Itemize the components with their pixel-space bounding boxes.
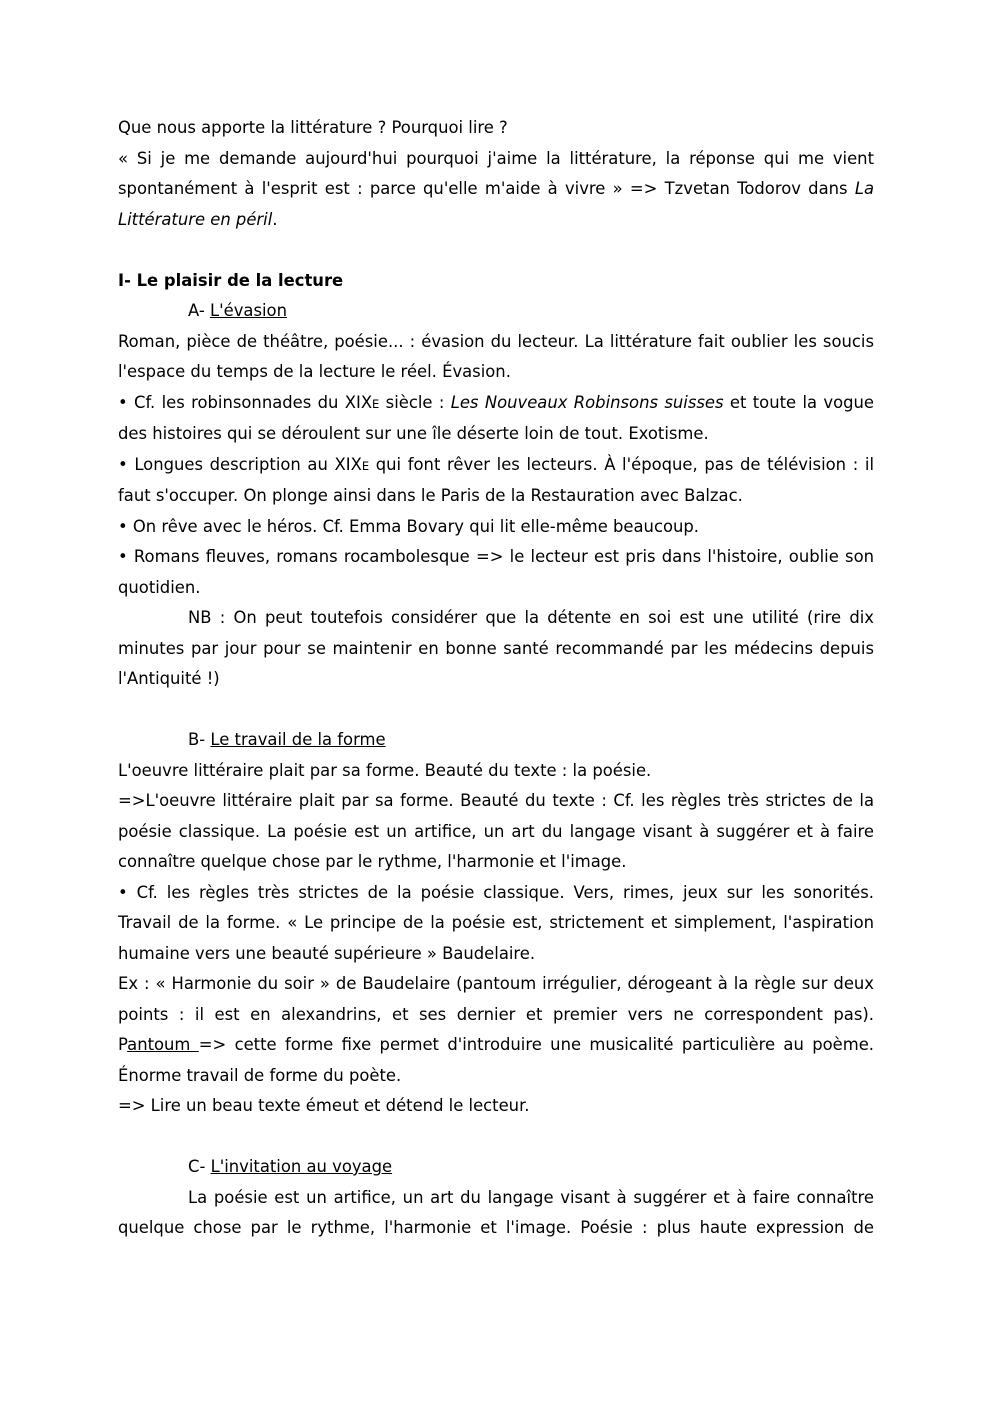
bullet-descriptions-start: • Longues description au XIX [118, 454, 362, 474]
pantoum-rest: => cette forme fixe permet d'introduire une musicalité particulière au poème. Énorme travail de forme du poète. [118, 1035, 874, 1085]
subsection-a-paragraph: Roman, pièce de théâtre, poésie... : évasion du lecteur. La littérature fait oublier les soucis l'espace du temps de la lecture le réel. Évasion. [118, 331, 874, 381]
bullet-descriptions-end: qui font rêver les lecteurs. À l'époque, pas de télévision : il faut s'occuper. On plonge ainsi dans le Paris de la Restauration avec Balzac. [118, 454, 875, 505]
subsection-b-paragraph-1: L'oeuvre littéraire plait par sa forme. Beauté du texte : la poésie. [118, 760, 652, 780]
bullet-robinsonnades-start: • Cf. les robinsonnades du XIX [118, 392, 373, 412]
spacer [118, 695, 874, 726]
bullet-robinsonnades-mid: siècle : [379, 392, 451, 412]
nb-note: NB : On peut toutefois considérer que la détente en soi est une utilité (rire dix minutes par jour pour se maintenir en bonne santé recommandé par les médecins depuis l'Antiquité !) [118, 608, 874, 688]
subsection-c-prefix: C- [188, 1157, 211, 1176]
bullet-heros: • On rêve avec le héros. Cf. Emma Bovary qui lit elle-même beaucoup. [118, 516, 699, 536]
bullet-robinsonnades [118, 388, 874, 450]
pantoum-initial: P [118, 1035, 128, 1054]
document-page [118, 113, 874, 1244]
intro-quote [118, 144, 874, 236]
bullet-robinsonnades-end: et toute la vogue des histoires qui se déroulent sur une île déserte loin de tout. Exotisme. [118, 392, 874, 443]
intro-question: Que nous apporte la littérature ? Pourquoi lire ? [118, 118, 508, 137]
subsection-b-conclusion: => Lire un beau texte émeut et détend le lecteur. [118, 1096, 530, 1115]
spacer [118, 235, 874, 266]
spacer [118, 1122, 874, 1153]
subsection-b-prefix: B- [188, 730, 211, 749]
bullet-regles: • Cf. les règles très strictes de la poésie classique. Vers, rimes, jeux sur les sonorités. Travail de la forme. « Le principe de la poésie est, strictement et simplement, l'aspiration humaine vers une beauté supérieure » Baudelaire. [118, 882, 874, 963]
subsection-a-prefix: A- [188, 301, 210, 320]
intro-quote-text: « Si je me demande aujourd'hui pourquoi j'aime la littérature, la réponse qui me vient spontanément à l'esprit est : parce qu'elle m'aide à vivre » => Tzvetan Todorov dans [118, 148, 874, 198]
pantoum-link[interactable]: antoum [127, 1035, 199, 1054]
bullet-romans-fleuves: • Romans fleuves, romans rocambolesque => le lecteur est pris dans l'histoire, oublie son quotidien. [118, 547, 874, 597]
intro-book-title: La Littérature en péril [118, 179, 874, 229]
example-harmonie-text: Ex : « Harmonie du soir » de Baudelaire (pantoum irrégulier, dérogeant à la règle sur deux points : il est en alexandrins, et ses dernier et premier vers ne correspondent pas). [118, 974, 874, 1024]
section-title: I- Le plaisir de la lecture [118, 270, 344, 290]
book-title-robinsons: Les Nouveaux Robinsons suisses [450, 392, 724, 412]
subsection-b-heading [118, 725, 874, 756]
intro-book-end: . [272, 209, 278, 229]
bullet-descriptions [118, 450, 874, 512]
subsection-b-title: Le travail de la forme [210, 730, 386, 749]
subsection-b-paragraph-2: =>L'oeuvre littéraire plait par sa forme. Beauté du texte : Cf. les règles très strictes de la poésie classique. La poésie est un artifice, un art du langage visant à suggérer et à faire connaître quelque chose par le rythme, l'harmonie et l'image. [118, 791, 874, 871]
subsection-c-paragraph: La poésie est un artifice, un art du langage visant à suggérer et à faire connaître quelque chose par le rythme, l'harmonie et l'image. Poésie : plus haute expression de [118, 1187, 874, 1237]
subsection-c-title: L'invitation au voyage [210, 1157, 393, 1176]
century-small-caps: E [361, 458, 370, 473]
subsection-a-heading [118, 296, 874, 327]
subsection-c-heading [118, 1152, 874, 1183]
example-harmonie [118, 969, 874, 1091]
subsection-a-title: L'évasion [209, 301, 287, 320]
century-small-caps: E [372, 396, 380, 411]
